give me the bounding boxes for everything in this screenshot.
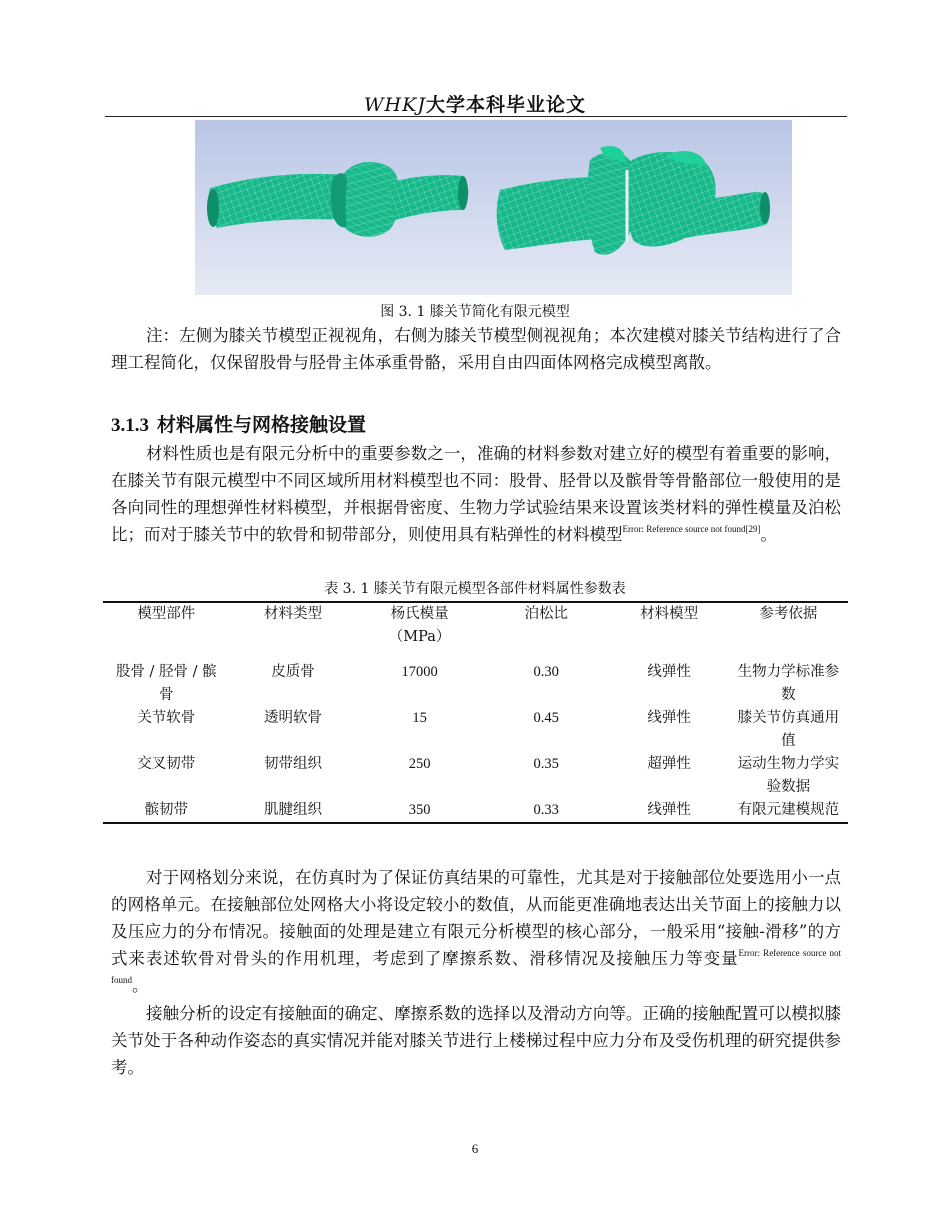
table-cell: 关节软骨	[137, 710, 196, 726]
figure-note-text: 注：左侧为膝关节模型正视视角，右侧为膝关节模型侧视视角；本次建模对膝关节结构进行了合理工程简化，仅保留股骨与胫骨主体承重骨骼，采用自由四面体网格完成模型离散。	[111, 326, 841, 372]
table-cell: 线弹性	[647, 710, 691, 726]
table-cell: 0.45	[533, 710, 559, 726]
table-cell: 线弹性	[647, 664, 691, 680]
table-cell: 肌腱组织	[263, 802, 322, 818]
figure-caption: 图 3. 1 膝关节简化有限元模型	[380, 304, 570, 320]
column-header: 泊松比	[524, 606, 568, 622]
table-cell: 15	[412, 710, 427, 726]
table-cell: 250	[408, 756, 431, 772]
table-cell: 超弹性	[647, 756, 691, 772]
header-rule	[105, 116, 847, 117]
table-caption: 表 3. 1 膝关节有限元模型各部件材料属性参数表	[324, 581, 626, 597]
table-cell: 运动生物力学实验数据	[737, 756, 840, 795]
page-number: 6	[471, 1141, 479, 1156]
table-cell: 线弹性	[647, 802, 691, 818]
knee-model-figure	[195, 120, 792, 295]
column-header: 材料模型	[640, 606, 699, 622]
running-header	[0, 90, 950, 117]
section-title: 材料属性与网格接触设置	[157, 414, 367, 436]
table-row	[103, 753, 848, 799]
table-cell: 透明软骨	[263, 710, 322, 726]
table-row	[103, 707, 848, 753]
citation-error: Error: Reference source not found	[111, 948, 842, 985]
figure-note-paragraph	[111, 322, 841, 376]
body-paragraph-2	[111, 864, 841, 999]
table-cell: 交叉韧带	[137, 756, 196, 772]
table-cell: 0.33	[533, 802, 559, 818]
table-cell: 350	[408, 802, 431, 818]
paragraph-1-end: 。	[760, 525, 777, 544]
table-row	[103, 799, 848, 823]
table-cell: 髌韧带	[144, 802, 189, 818]
column-header: 模型部件	[137, 606, 196, 622]
table-cell: 韧带组织	[263, 756, 322, 772]
table-cell: 有限元建模规范	[737, 802, 840, 818]
body-paragraph-1	[111, 440, 841, 548]
header-title-cn: 大学本科毕业论文	[425, 94, 586, 116]
paragraph-3-text: 接触分析的设定有接触面的确定、摩擦系数的选择以及滑动方向等。正确的接触配置可以模拟膝关节处于各种动作姿态的真实情况并能对膝关节进行上楼梯过程中应力分布及受伤机理的研究提供参考。	[111, 1004, 841, 1077]
knee-mesh-render	[195, 120, 792, 295]
column-header: 材料类型	[263, 606, 322, 622]
body-paragraph-3	[111, 1000, 841, 1081]
table-cell: 生物力学标准参数	[737, 664, 840, 703]
section-heading	[111, 410, 366, 437]
section-number: 3.1.3	[111, 415, 149, 436]
column-header: 参考依据	[759, 606, 818, 622]
citation-error-29: Error: Reference source not found[29]	[622, 524, 761, 534]
table-cell: 皮质骨	[271, 664, 315, 680]
table-header-row	[103, 602, 848, 661]
header-title-latin: WHKJ	[364, 94, 426, 116]
material-properties-table	[103, 601, 848, 824]
paragraph-1-text: 材料性质也是有限元分析中的重要参数之一，准确的材料参数对建立好的模型有着重要的影响，在膝关节有限元模型中不同区域所用材料模型也不同：股骨、胫骨以及髌骨等骨骼部位一般使用的是各向同性的理想弹性材料模型，并根据骨密度、生物力学试验结果来设置该类材料的弹性模量及泊松比；而对于膝关节中的软骨和韧带部分，则使用具有粘弹性的材料模型	[111, 444, 841, 544]
table-cell: 0.35	[533, 756, 559, 772]
table-cell: 股骨 / 胫骨 / 髌骨	[115, 664, 217, 703]
paragraph-2-text: 对于网格划分来说，在仿真时为了保证仿真结果的可靠性，尤其是对于接触部位处要选用小一点的网格单元。在接触部位处网格大小将设定较小的数值，从而能更准确地表达出关节面上的接触力以及压应力的分布情况。接触面的处理是建立有限元分析模型的核心部分，一般采用“接触-滑移”的方式来表述软骨对骨头的作用机理，考虑到了摩擦系数、滑移情况及接触压力等变量	[111, 868, 841, 968]
table-cell: 17000	[401, 664, 438, 680]
column-header-unit: （MPa）	[388, 629, 451, 645]
paragraph-2-end: 。	[132, 976, 149, 995]
table-row	[103, 661, 848, 707]
table-cell: 0.30	[533, 664, 559, 680]
column-header-label: 杨氏模量	[390, 606, 449, 622]
column-header	[356, 602, 483, 661]
table-cell: 膝关节仿真通用值	[737, 710, 840, 749]
